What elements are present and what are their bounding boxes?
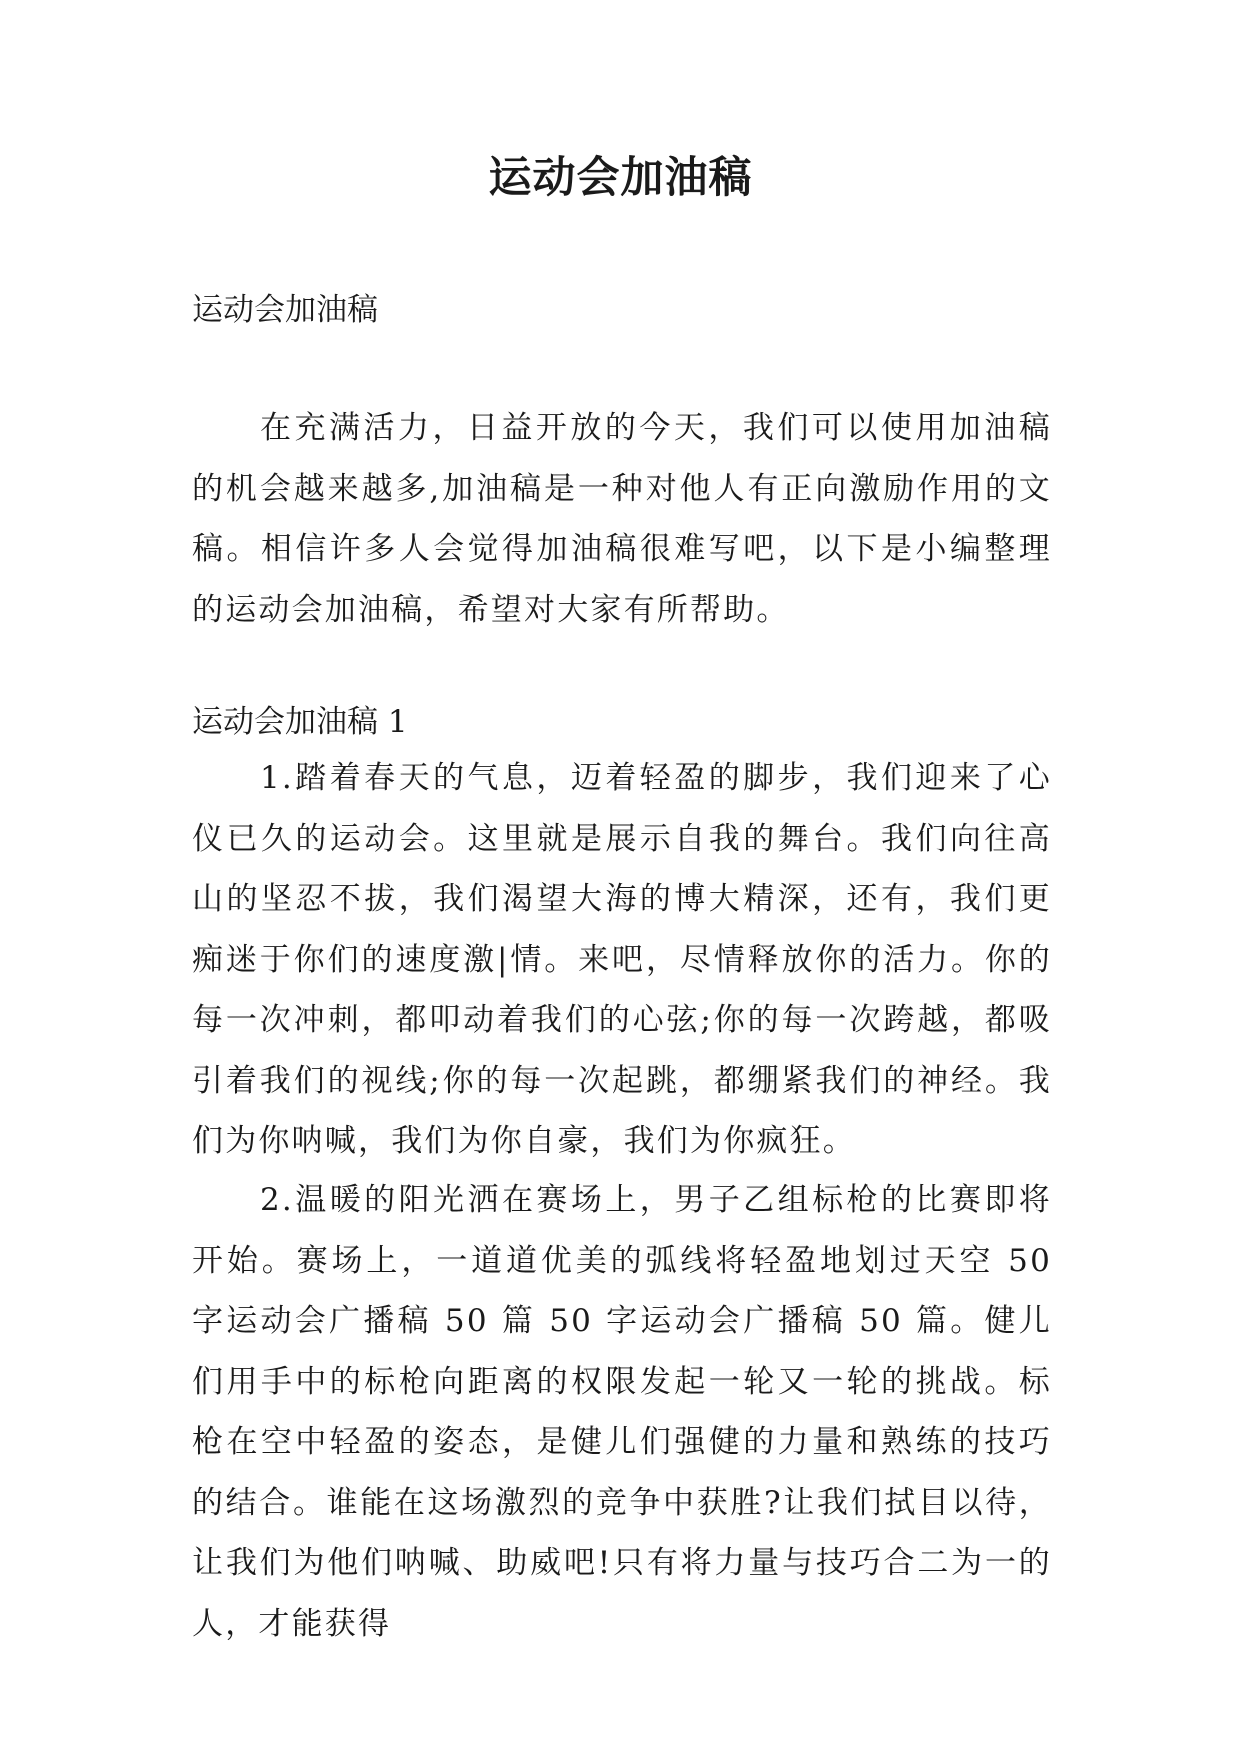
section-heading: 运动会加油稿 1 (192, 704, 408, 740)
document-title: 运动会加油稿 (488, 153, 753, 203)
intro-paragraph: 在充满活力，日益开放的今天，我们可以使用加油稿的机会越来越多,加油稿是一种对他人有正向激励作用的文稿。相信许多人会觉得加油稿很难写吧，以下是小编整理的运动会加油稿，希望对大家有所帮助。 (192, 410, 1052, 628)
body-paragraph-2: 2.温暖的阳光洒在赛场上，男子乙组标枪的比赛即将开始。赛场上，一道道优美的弧线将轻盈地划过天空 50 字运动会广播稿 50 篇 50 字运动会广播稿 50 篇。健儿们用手中的标枪向距离的权限发起一轮又一轮的挑战。标枪在空中轻盈的姿态，是健儿们强健的力量和熟练的技巧的结合。谁能在这场激烈的竞争中获胜?让我们拭目以待，让我们为他们呐喊、助威吧!只有将力量与技巧合二为一的人，才能获得 (192, 1182, 1052, 1642)
document-subtitle: 运动会加油稿 (192, 292, 378, 328)
body-paragraph-1: 1.踏着春天的气息，迈着轻盈的脚步，我们迎来了心仪已久的运动会。这里就是展示自我的舞台。我们向往高山的坚忍不拔，我们渴望大海的博大精深，还有，我们更痴迷于你们的速度激|情。来吧，尽情释放你的活力。你的每一次冲刺，都叩动着我们的心弦;你的每一次跨越，都吸引着我们的视线;你的每一次起跳，都绷紧我们的神经。我们为你呐喊，我们为你自豪，我们为你疯狂。 (192, 760, 1052, 1159)
